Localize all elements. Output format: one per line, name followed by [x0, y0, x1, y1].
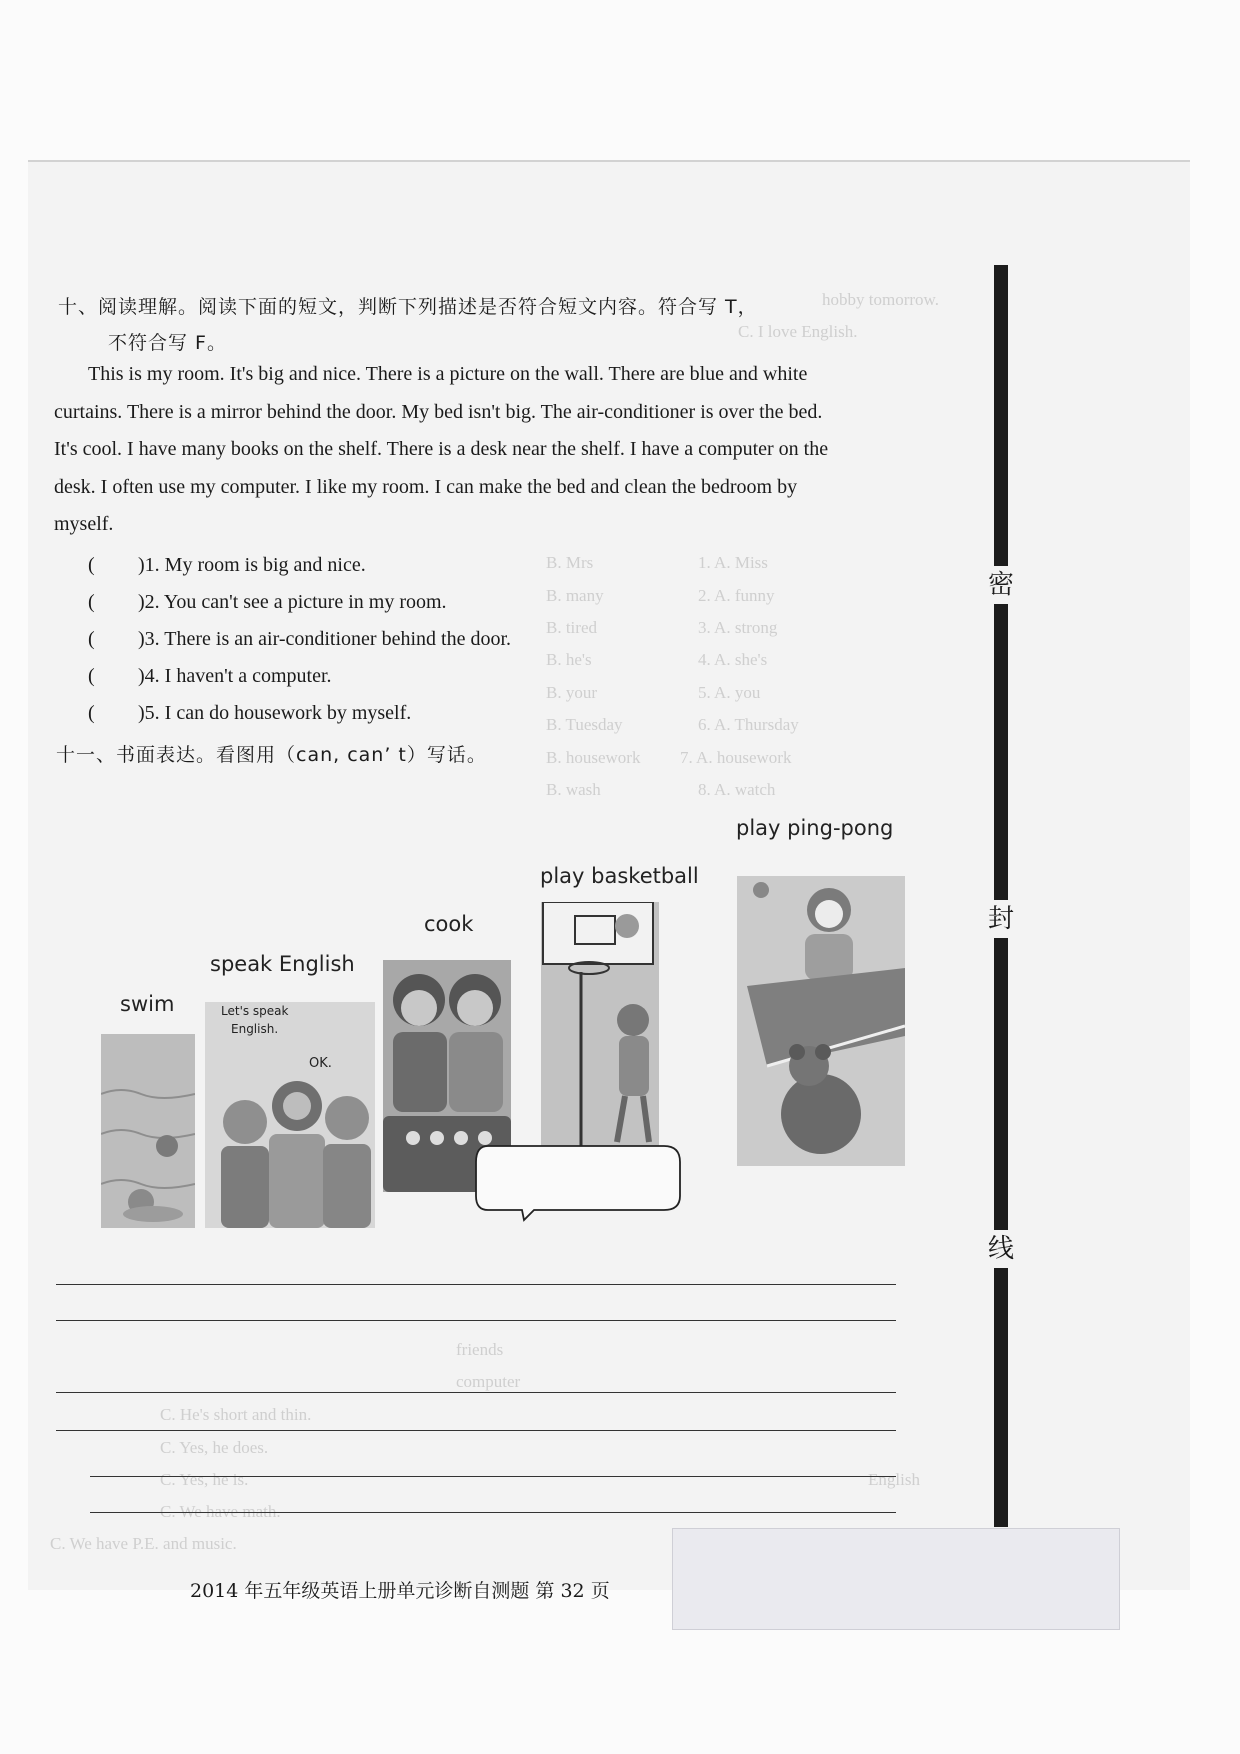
passage-line: curtains. There is a mirror behind the door. My bed isn't big. The air-conditioner is over the bed.: [54, 400, 823, 423]
ghost-text: B. your: [546, 683, 597, 702]
scan-artifact-box: [672, 1528, 1120, 1630]
speech-bubble: [221, 1002, 288, 1038]
seal-char-feng: 封: [982, 900, 1020, 938]
section-10-title-cont: 不符合写 F。: [108, 332, 227, 354]
answer-blank[interactable]: (: [88, 554, 95, 576]
answer-blank[interactable]: (: [88, 591, 95, 613]
ghost-text: 5. A. you: [698, 683, 761, 702]
ghost-text: 3. A. strong: [698, 618, 778, 637]
ghost-text: friends: [456, 1340, 504, 1359]
basketball-picture: [541, 902, 659, 1152]
ghost-text: C. I love English.: [738, 322, 858, 341]
ghost-text: B. Mrs: [546, 553, 594, 572]
ghost-text: B. many: [546, 586, 604, 605]
ghost-text: 2. A. funny: [698, 586, 775, 605]
label-swim: swim: [120, 992, 175, 1016]
question-text: )3. There is an air-conditioner behind the door.: [138, 628, 512, 650]
ghost-text: C. We have P.E. and music.: [50, 1534, 237, 1553]
writing-line[interactable]: [56, 1392, 896, 1393]
ghost-text: 1. A. Miss: [698, 553, 768, 572]
ghost-text: 4. A. she's: [698, 650, 768, 669]
ghost-text: hobby tomorrow.: [822, 290, 939, 309]
ghost-text: 8. A. watch: [698, 780, 776, 799]
ping-pong-picture: [737, 876, 905, 1166]
ghost-text: C. We have math.: [160, 1502, 281, 1521]
question-text: )4. I haven't a computer.: [138, 665, 332, 687]
seal-line: [994, 265, 1008, 1527]
seal-char-xian: 线: [982, 1230, 1020, 1268]
empty-speech-bubble: [474, 1144, 684, 1224]
reading-passage: [54, 356, 914, 544]
answer-blank[interactable]: (: [88, 628, 95, 650]
label-basketball: play basketball: [540, 864, 699, 888]
ghost-text: C. Yes, he does.: [160, 1438, 269, 1457]
label-speak-english: speak English: [210, 952, 355, 976]
page-footer: 2014 年五年级英语上册单元诊断自测题 第 32 页: [190, 1580, 610, 1602]
writing-line[interactable]: [90, 1512, 896, 1513]
basketball-player-illustration: [541, 902, 659, 1152]
question-text: )5. I can do housework by myself.: [138, 702, 412, 724]
ghost-text: B. wash: [546, 780, 601, 799]
question-3: [88, 628, 511, 658]
bubble-line: English.: [231, 1022, 279, 1036]
passage-line: It's cool. I have many books on the shelf. There is a desk near the shelf. I have a computer on the: [54, 438, 829, 460]
question-4: [88, 665, 332, 695]
label-cook: cook: [424, 912, 474, 936]
answer-blank[interactable]: (: [88, 702, 95, 724]
swim-picture: [101, 1034, 195, 1228]
ghost-text: C. Yes, he is.: [160, 1470, 249, 1489]
question-2: [88, 591, 447, 621]
writing-line[interactable]: [56, 1320, 896, 1321]
ping-pong-players-illustration: [737, 876, 905, 1166]
swimming-kids-illustration: [101, 1034, 195, 1228]
passage-line: This is my room. It's big and nice. There is a picture on the wall. There are blue and white: [88, 363, 808, 385]
reply-bubble: OK.: [309, 1056, 332, 1071]
writing-line[interactable]: [56, 1284, 896, 1285]
question-5: [88, 702, 411, 732]
question-1: [88, 554, 366, 584]
answer-blank[interactable]: (: [88, 665, 95, 687]
ghost-text: B. Tuesday: [546, 715, 623, 734]
ghost-text: English: [868, 1470, 920, 1489]
passage-line: desk. I often use my computer. I like my room. I can make the bed and clean the bedroom by: [54, 475, 798, 498]
label-ping-pong: play ping-pong: [736, 816, 894, 840]
writing-line[interactable]: [56, 1430, 896, 1431]
section-10-title: 十、阅读理解。阅读下面的短文，判断下列描述是否符合短文内容。符合写 T，: [58, 296, 758, 318]
writing-line[interactable]: [90, 1476, 896, 1477]
ghost-text: B. he's: [546, 650, 592, 669]
question-text: )1. My room is big and nice.: [138, 554, 366, 576]
passage-line: myself.: [54, 513, 114, 535]
ghost-text: 6. A. Thursday: [698, 715, 799, 734]
section-11-title: 十一、书面表达。看图用（can, can’ t）写话。: [56, 744, 487, 766]
speak-english-picture: [205, 1002, 375, 1228]
ghost-text: C. He's short and thin.: [160, 1405, 312, 1424]
ghost-text: B. housework: [546, 748, 641, 767]
ghost-text: computer: [456, 1372, 521, 1391]
ghost-text: B. tired: [546, 618, 597, 637]
question-text: )2. You can't see a picture in my room.: [138, 591, 447, 613]
ghost-text: 7. A. housework: [680, 748, 792, 767]
bubble-line: Let's speak: [221, 1004, 289, 1018]
seal-char-mi: 密: [982, 566, 1020, 604]
